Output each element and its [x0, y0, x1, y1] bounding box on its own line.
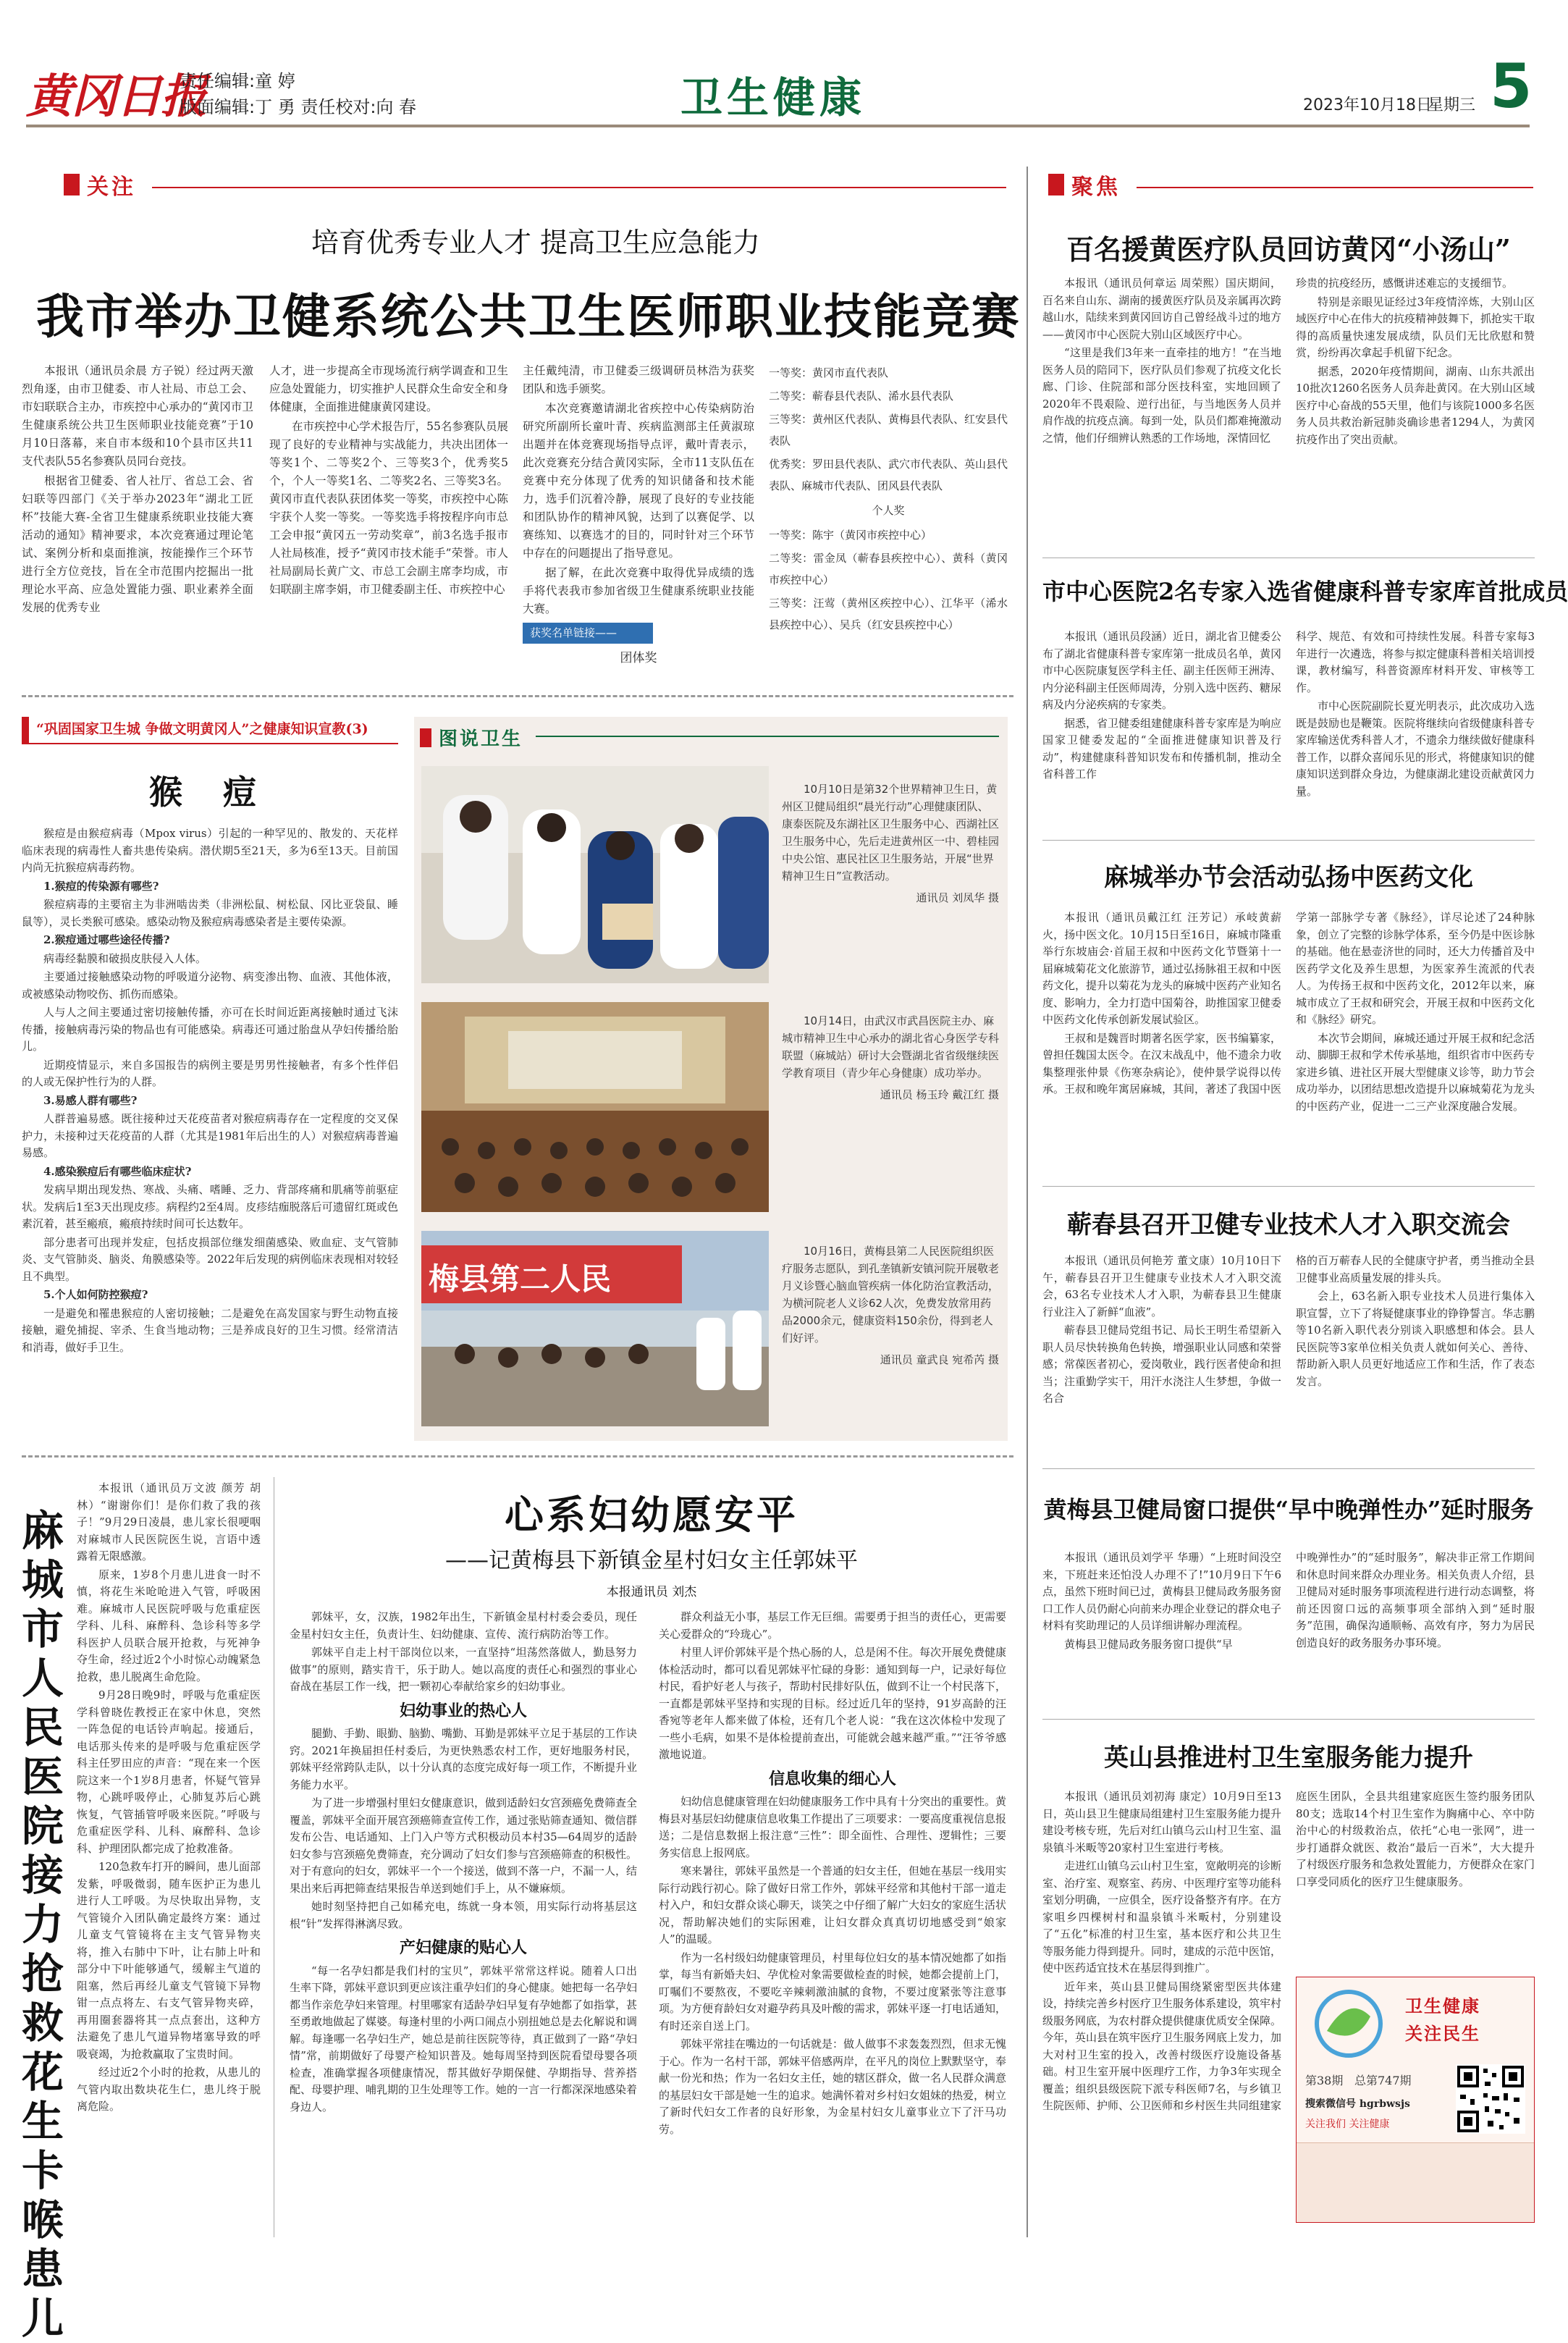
r6-col1-p2: 走进红山镇乌云山村卫生室，宽敞明亮的诊断室、治疗室、观察室、药房、中医理疗室等功能科室划分明确，一应俱全，医疗设备整齐有序。在方家咀乡四棵树村和温泉镇斗米畈村，分别建设了“五化”标准的村卫生室，基本医疗和公共卫生等服务能力得到提升。同时，建成的示范中医馆，使中医药适宜技术在基层得到推广。 [1042, 1859, 1282, 1974]
monkeypox-body [22, 825, 398, 1358]
photo-conference-hall [421, 1002, 769, 1212]
r5-col-2 [1296, 1549, 1535, 1653]
r2-col1-p2: 据悉，省卫健委组建健康科普专家库是为响应国家卫健委发起的“全面推进健康知识普及行动”，构建健康科普知识发布和传播机制，推动全省科普工作 [1042, 716, 1282, 781]
tag-bar [1048, 174, 1064, 195]
guo-col-1 [290, 1609, 637, 2117]
guo-subhead-3: 信息收集的细心人 [768, 1770, 896, 1788]
r2-col-1 [1042, 628, 1281, 785]
r3-col-2 [1296, 909, 1535, 1116]
tag-bar [64, 174, 80, 195]
mpox-p5: 近期疫情显示，来自多国报告的病例主要是男男性接触者，有多个性伴侣的人或无保护性行为的人群。 [22, 1058, 398, 1088]
mpox-p9: 一是避免和罹患猴痘的人密切接触；二是避免在高发国家与野生动物直接接触，避免捕捉、宰杀、生食当地动物；三是养成良好的卫生习惯。经常清洁和消毒，做好手卫生。 [22, 1306, 398, 1354]
focus2-tag-rule [1137, 187, 1533, 188]
focus-tag-rule [152, 187, 1006, 188]
individual-award-2: 二等奖：雷金凤（蕲春县疾控中心）、黄科（黄冈市疾控中心） [769, 552, 1008, 586]
promo-issue: 第38期 [1305, 2074, 1344, 2087]
r1-col2-p3: 据悉，2020年疫情期间，湖南、山东共派出10批次1260名医务人员奔赴黄冈。在大别山区域医疗中心奋战的55天里，他们与该院1000多名医务人员共救治新冠肺炎确诊患者1294人，为黄冈抗疫作出了突出贡献。 [1296, 364, 1535, 446]
r2-rule [1042, 840, 1535, 841]
lead-col1-p1: 本报讯（通讯员余晨 方子锐）经过两天激烈角逐，由市卫健委、市人社局、市总工会、市妇联联合主办，市疾控中心承办的“黄冈市卫生健康系统公共卫生医师职业技能竞赛”于10月10日落幕，来自市本级和10个县市区共11支代表队55名参赛队员同台竞技。 [22, 364, 253, 468]
r4-col1-p1: 本报讯（通讯员何艳芳 董文康）10月10日下午，蕲春县召开卫生健康专业技术人才入职交流会，63名专业技术人才入职，为蕲春县卫生健康行业注入了新鲜“血液”。 [1042, 1254, 1281, 1318]
individual-award-label: 个人奖 [872, 504, 905, 517]
promo-title-2: 关注民生 [1405, 2023, 1480, 2044]
guo-col2b-p3: 作为一名村级妇幼健康管理员，村里每位妇女的基本情况她都了如指掌，每当有新婚夫妇、孕优检对象需要做检查的时候，她都会提前上门，叮嘱们不要熬夜，不要吃辛辣刺激油腻的食物，不要过度紧张等注意事项。为方便育龄妇女对避孕药具及叶酸的需求，郭妹平逐一打电话通知，有时还亲自送上门。 [659, 1951, 1007, 2032]
mpox-p4: 人与人之间主要通过密切接触传播，亦可在长时间近距离接触时通过飞沫传播，接触病毒污染的物品也有可能感染。病毒还可通过胎盘从孕妇传播给胎儿。 [22, 1006, 398, 1053]
r4-col2-p2: 会上，63名新入职专业技术人员进行集体入职宣誓，立下了将疑健康事业的铮铮誓言。华志鹏等10名新入职代表分别谈入职感想和体会。县人民医院等3家单位相关负责人就如何关心、善待、帮助新入职人员更好地适应工作和生活，作了表态发言。 [1296, 1290, 1535, 1388]
mpox-p6: 人群普遍易感。既往接种过天花疫苗者对猴痘病毒存在一定程度的交叉保护力，未接种过天花疫苗的人群（尤其是1981年后出生的人）对猴痘病毒普遍易感。 [22, 1112, 398, 1159]
team-award-4: 优秀奖：罗田县代表队、武穴市代表队、英山县代表队、麻城市代表队、团风县代表队 [769, 458, 1008, 492]
r4-col-1 [1042, 1253, 1281, 1409]
promo-title-1: 卫生健康 [1405, 1995, 1480, 2016]
guo-col1b-p1: 腿勤、手勤、眼勤、脑勤、嘴勤、耳勤是郭妹平立足于基层的工作诀窍。2021年换届担任村委后，为更快熟悉农村工作，更好地服务村民，郭妹平经常跨队走队，以十分认真的态度完成好每一项工作，不断提升业务能力水平。 [290, 1727, 638, 1791]
guo-col1b-p3: 她时刻坚持把自己如稀充电，练就一身本领，用实际行动将基层这根“针”发挥得淋漓尽致。 [290, 1900, 637, 1930]
middle-bottom-rule [22, 1455, 1013, 1457]
guo-subhead-2: 产妇健康的贴心人 [399, 1939, 527, 1957]
r4-col-2 [1296, 1253, 1535, 1392]
page-number: 5 [1490, 51, 1533, 122]
photo-conference-hall-image [421, 1002, 769, 1212]
monkeypox-title: 猴 痘 [148, 773, 271, 812]
r2-col1-p1: 本报讯（通讯员段涵）近日，湖北省卫健委公布了湖北省健康科普专家库第一批成员名单，黄冈市中心医院康复医学科主任、副主任医师王洲涛、内分泌科副主任医师周涛，分别入选中医药、糖尿病及内分泌疾病的专家类。 [1042, 630, 1282, 711]
focus-tag [64, 170, 136, 199]
mpox-p1: 猴痘病毒的主要宿主为非洲啮齿类（非洲松鼠、树松鼠、冈比亚袋鼠、睡鼠等），灵长类猴可感染。感染动物及猴痘病毒感染者是主要传染源。 [22, 898, 398, 928]
mpox-q2: 2.猴痘通过哪些途径传播? [43, 933, 170, 946]
r1-title: 百名援黄医疗队员回访黄冈“小汤山” [1066, 233, 1511, 266]
lead-title: 我市举办卫健系统公共卫生医师职业技能竞赛 [36, 288, 1021, 345]
editor-line-1: 责任编辑:童 婷 [180, 71, 295, 91]
guo-col2b-p4: 郭妹平常挂在嘴边的一句话就是：做人做事不求轰轰烈烈，但求无愧于心。作为一名村干部，郭妹平倍感两岸，在平凡的岗位上默默坚守，奉献一份光和热；作为一名妇女主任，她的辖区群众，做一名人民群众满意的基层妇女干部是她一生的追求。她满怀着对乡村妇女姐妹的热爱，树立了新时代妇女工作者的良好形象，为金星村妇女儿童事业立下了汗马功劳。 [659, 2037, 1007, 2136]
mpox-q5: 5.个人如何防控猴痘? [43, 1288, 148, 1301]
editor-line-2: 版面编辑:丁 勇 责任校对:向 春 [180, 97, 417, 117]
lead-col1-p2: 根据省卫健委、省人社厅、省总工会、省妇联等四部门《关于举办2023年“湖北工匠杯”技能大赛-全省卫生健康系统职业技能大赛活动的通知》精神要求，本次竞赛通过理论笔试、案例分析和桌面推演，按能操作三个环节进行全方位竞技，旨在全市范围内挖掘出一批理论水平高、应急处置能力强、职业素养全面发展的优秀专业 [22, 474, 253, 614]
r1-col2-p1: 珍贵的抗疫经历，感慨讲述难忘的支援细节。 [1296, 277, 1514, 290]
section-title: 卫生健康 [680, 73, 867, 122]
guo-subhead-1: 妇幼事业的热心人 [399, 1701, 527, 1720]
guo-author: 本报通讯员 刘杰 [606, 1585, 697, 1599]
r3-col1-p2: 王叔和是魏晋时期著名医学家，医书编纂家，曾担任魏国太医令。在汉末战乱中，他不遗余力收集整理张仲景《伤寒杂病论》，使仲景学说得以传承。王叔和晚年寓居麻城，其间，著述了我国中医 [1042, 1031, 1282, 1095]
r6-col-1 [1042, 1788, 1281, 2116]
r4-col2-p1: 格的百万蕲春人民的全健康守护者，勇当推动全县卫健事业高质量发展的排头兵。 [1296, 1254, 1535, 1284]
photo-caption-1 [782, 781, 999, 907]
r3-col-1 [1042, 909, 1281, 1100]
r2-title: 市中心医院2名专家入选省健康科普专家库首批成员 [1042, 578, 1568, 605]
team-award-1: 一等奖：黄冈市直代表队 [769, 366, 889, 379]
r5-rule [1042, 1719, 1535, 1720]
lead-col3-p3: 据了解，在此次竞赛中取得优异成绩的选手将代表我市参加省级卫生健康系统职业技能大赛。 [523, 566, 754, 615]
mpox-q1: 1.猴痘的传染源有哪些? [43, 879, 159, 893]
individual-award-3: 三等奖：汪莺（黄州区疾控中心）、江华平（浠水县疾控中心）、吴兵（红安县疾控中心） [769, 597, 1008, 631]
photo-news-tag [420, 724, 523, 751]
r6-col1-p1: 本报讯（通讯员刘初海 康定）10月9日至13日，英山县卫生健康局组建村卫生室服务能力提升建设考核专班，先后对红山镇乌云山村卫生室、温泉镇斗米畈等20家村卫生室进行考核。 [1042, 1790, 1282, 1854]
r6-col2-p1: 庭医生团队，全县共组建家庭医生签约服务团队80支；选取14个村卫生室作为胸痛中心、卒中防治中心的村级救治点，依托“心电一张网”，进一步打通群众就医、救治“最后一百米”，大大提升了村级医疗服务和急救处置能力，方便群众在家门口享受同质化的医疗卫生健康服务。 [1296, 1790, 1535, 1888]
promo-tagline: 关注我们 关注健康 [1305, 2119, 1390, 2130]
r5-col-1 [1042, 1549, 1281, 1654]
macheng-p1: 本报讯（通讯员万文波 颜芳 胡林）“谢谢你们！是你们救了我的孩子！”9月29日凌晨，患儿家长很哽咽对麻城市人民医院医生说，言语中透露着无限感激。 [77, 1481, 261, 1562]
wechat-promo-box [1296, 1977, 1535, 2223]
mpox-p7: 发病早期出现发热、寒战、头痛、嗜睡、乏力、背部疼痛和肌痛等前驱症状。发病后1至3天出现皮疹。病程约2至4周。皮疹结痂脱落后可遗留红斑或色素沉着，甚至瘢痕，瘢痕持续时间可长达数年。 [22, 1183, 398, 1230]
lead-col2-p1: 人才，进一步提高全市现场流行病学调查和卫生应急处置能力，切实推护人民群众生命安全和身体健康，全面推进健康黄冈建设。 [269, 364, 508, 413]
team-award-3: 三等奖：黄州区代表队、黄梅县代表队、红安县代表队 [769, 413, 1008, 447]
awards-list [769, 362, 1008, 637]
lead-bottom-rule [22, 695, 1013, 697]
lead-subtitle: 培育优秀专业人才 提高卫生应急能力 [311, 227, 761, 258]
guo-col1-p1: 郭妹平，女，汉族，1982年出生，下新镇金星村村委会委员，现任金星村妇女主任，负责计生、妇幼健康、宣传、流行病防治等工作。 [290, 1610, 637, 1641]
mpox-p8: 部分患者可出现并发症，包括皮损部位继发细菌感染、败血症、支气管肺炎、支气管肺炎、脑炎、角膜感染等。2022年后发现的病例临床表现相对较轻且不典型。 [22, 1235, 398, 1283]
r6-title: 英山县推进村卫生室服务能力提升 [1104, 1743, 1473, 1772]
lead-col-3 [523, 362, 754, 668]
team-award-2: 二等奖：蕲春县代表队、浠水县代表队 [769, 390, 954, 403]
r3-col1-p1: 本报讯（通讯员戴江红 汪芳记）承岐黄薪火，扬中医文化。10月15日至16日，麻城市隆重举行东坡庙会·首届王叔和中医药文化节暨第十一届麻城菊花文化旅游节，通过弘扬脉祖王叔和中医药文化，提升以菊花为龙头的麻城中医药产业知名度、影响力，全力打造中国菊谷，助推国家卫健委中医药文化传承创新发展试验区。 [1042, 911, 1282, 1026]
photo-caption-3 [782, 1242, 999, 1368]
macheng-p5: 经过近2个小时的抢救，从患儿的气管内取出数块花生仁，患儿终于脱离危险。 [77, 2066, 261, 2113]
guo-col-2 [659, 1609, 1006, 2140]
right-column-divider [1027, 167, 1028, 2237]
newspaper-logo: 黄冈日报 [26, 70, 206, 124]
guo-col2b-p1: 妇幼信息健康管理在妇幼健康服务工作中具有十分突出的重要性。黄梅县对基层妇幼健康信息收集工作提出了三项要求：一要高度重视信息报送；二是信息数据上报注意“三性”：即全面性、合理性、逻辑性；三要务实信息上报网底。 [659, 1795, 1007, 1859]
r4-title: 蕲春县召开卫健专业技术人才入职交流会 [1067, 1211, 1510, 1240]
r3-col2-p2: 本次节会期间，麻城还通过开展王叔和纪念活动、脚脚王叔和学术传承基地，组织省市中医药专家进乡镇、进社区开展大型健康义诊等，助力节会成功举办，以团结思想改造提升以麻城菊花为龙头的中医药产业，促进一二三产业深度融合发展。 [1296, 1031, 1535, 1113]
macheng-p3: 9月28日晚9时，呼吸与危重症医学科曾晓佐教授正在家中休息，突然一阵急促的电话铃声响起。接通后，电话那头传来的是呼吸与危重症医学科主任罗田应的声音：“现在来一个医院这来一个1岁8月患者，怀疑气管异物，心跳呼吸停止，心肺复苏后心跳恢复，气管插管呼吸来医院。”呼吸与危重症医学科、儿科、麻醉科、急诊科、护理团队都完成了抢救准备。 [77, 1688, 261, 1855]
photo-news-tag-label: 图说卫生 [439, 728, 523, 750]
r3-col2-p1: 学第一部脉学专著《脉经》，详尽论述了24种脉象，创立了完整的诊脉学体系，至今仍是中医诊脉的基础。他在悬壶济世的同时，还大力传播首及中医药学文化及养生思想，为医家养生流派的代表人。为传扬王叔和中医药文化，2012年以来，麻城市成立了王叔和研究会，开展王叔和中医药文化和《脉经》研究。 [1296, 911, 1535, 1026]
promo-footer-strip [1297, 2142, 1534, 2222]
mpox-q3: 3.易感人群有哪些? [43, 1093, 138, 1107]
r1-col-1 [1042, 275, 1281, 448]
guo-subtitle: ——记黄梅县下新镇金星村妇女主任郭妹平 [445, 1548, 858, 1573]
photo-free-clinic [421, 1231, 769, 1426]
lead-col3-p1: 主任戴纯清，市卫健委三级调研员林浩为获奖团队和选手颁奖。 [523, 364, 754, 395]
photo-caption-2 [782, 1012, 999, 1103]
photo-credit-2: 通讯员 杨玉玲 戴江红 摄 [880, 1088, 999, 1101]
promo-wechat-id: 搜索微信号 hgrbwsjs [1305, 2098, 1410, 2110]
photo-caption-3-text: 10月16日，黄梅县第二人民医院组织医疗服务志愿队，到孔垄镇新安镇河院开展敬老月义诊暨心脑血管疾病一体化防治宣教活动，为横河院老人义诊62人次，免费发放常用药品2000余元，健康资料150余份，得到老人们好评。 [782, 1245, 1000, 1345]
monkeypox-series-label: “巩固国家卫生城 争做文明黄冈人”之健康知识宣教(3) [36, 721, 368, 737]
r2-col-2 [1296, 628, 1535, 802]
r6-col1-p3: 近年来，英山县卫健局围绕紧密型医共体建设，持续完善乡村医疗卫生服务体系建设，筑牢村级服务网底，为农村群众提供健康优质安全保障。今年，英山县在筑牢医疗卫生服务网底上发力，加大对村卫生室的投入，改善村级医疗设施设备基础。村卫生室开展中医理疗工作，力争3年实现全覆盖；组织县级医院下派专科医师7名，与乡镇卫生院医师、护师、公卫医师和乡村医生共同组建家 [1042, 1980, 1282, 2112]
r6-col-2 [1296, 1788, 1535, 1892]
photo-caption-1-text: 10月10日是第32个世界精神卫生日，黄州区卫健局组织“晨光行动”心理健康团队、康泰医院及东湖社区卫生服务中心、西湖社区卫生服务中心，先后走进黄州区一中、碧桂园中央公馆、惠民社区卫生服务站，开展“世界精神卫生日”宣教活动。 [782, 783, 1000, 883]
guo-col2-p2: 村里人评价郭妹平是个热心肠的人，总是闲不住。每次开展免费健康体检活动时，都可以看见郭妹平忙碌的身影：通知到每一户，记录好每位村民，看护好老人与孩子，帮助村民排好队伍，做到不让一个村民落下，一直都是郭妹平坚持和实现的目标。经过近几年的坚持，91岁高龄的汪香宛等老年人都来做了体检，还有几个老人说：“我在这次体检中发现了一些小毛病，如果不是体检提前查出，可能就会越来越严重。”“汪爷爷感激地说道。 [659, 1646, 1007, 1761]
r2-col2-p1: 科学、规范、有效和可持续性发展。科普专家每3年进行一次遴选，将参与拟定健康科普相关培训授课，教材编写，科普资源库材料开发、审核等工作。 [1296, 630, 1535, 694]
macheng-body [77, 1480, 261, 2117]
issue-date: 2023年10月18日 [1303, 96, 1432, 114]
macheng-title: 麻城市人民医院接力抢救花生卡喉患儿 [22, 1506, 64, 2343]
masthead [0, 0, 1556, 145]
lead-col-2 [269, 362, 508, 600]
r5-title: 黄梅县卫健局窗口提供“早中晚弹性办”延时服务 [1043, 1496, 1534, 1523]
qr-code-icon[interactable] [1456, 2064, 1525, 2134]
promo-total-issue: 总第747期 [1354, 2074, 1412, 2087]
guo-col2-p1: 群众利益无小事，基层工作无巨细。需要勇于担当的责任心，更需要关心爱群众的“玲珑心”。 [659, 1610, 1007, 1641]
monkeypox-series-banner [22, 717, 398, 744]
photo-credit-3: 通讯员 童武良 宛希芮 摄 [880, 1353, 999, 1366]
team-award-label: 团体奖 [620, 651, 657, 665]
photo-students-training-image [421, 766, 769, 983]
lead-col3-p2: 本次竞赛邀请湖北省疾控中心传染病防治研究所副所长童叶青、疾病监测部主任黄淑琼出题并在体竞赛现场指导点评，戴叶青表示，此次竞赛充分结合黄冈实际，全市11支队伍在竞赛中充分体现了优秀的知识储备和技术能力，选手们沉着冷静，展现了良好的专业技能和团队协作的精神风貌，达到了以赛促学、以赛练知、以赛选才的目的，同时针对三个环节中存在的问题提出了指导意见。 [523, 402, 754, 560]
mpox-p2: 病毒经黏膜和破损皮肤侵入人体。 [43, 951, 207, 965]
r5-col2-p1: 中晚弹性办”的“延时服务”，解决非正常工作期间和休息时间来群众办理业务。相关负责人介绍，县卫健局对延时服务事项流程进行进行动态调整，将前还因窗口远的高频事项全部纳入到“延时服务”范围，确保沟通顺畅、高效有序，努力为居民创造良好的政务服务办事环境。 [1296, 1551, 1535, 1649]
lead-col2-p2: 在市疾控中心学术报告厅，55名参赛队员展现了良好的专业精神与实战能力，共决出团体一等奖1个、二等奖2个、三等奖3个，优秀奖5个，个人一等奖1名、二等奖2名、三等奖3名。黄冈市直代表队获团体奖一等奖，市疾控中心陈宇获个人奖一等奖。一等奖选手将按程序向市总工会申报“黄冈五一劳动奖章”，前3名选手报市人社局核准，授予“黄冈市技术能手”荣誉。市人社局副局长黄广文、市总工会副主席李均成，市妇联副主席李娟，市卫健委副主任、市疾控中心 [269, 420, 508, 596]
r4-rule [1042, 1468, 1535, 1469]
r3-title: 麻城举办节会活动弘扬中医药文化 [1104, 863, 1473, 892]
r3-rule [1042, 1186, 1535, 1187]
masthead-rule [26, 125, 1530, 127]
leaf-logo-icon [1305, 1987, 1392, 2060]
clinic-banner-text: 梅县第二人民 [429, 1261, 612, 1297]
guo-title: 心系妇幼愿安平 [505, 1492, 798, 1538]
guo-col1b-p2: 为了进一步增强村里妇女健康意识，做到适龄妇女宫颈癌免费筛查全覆盖，郭妹平全面开展宫颈癌筛查宣传工作，通过张贴筛查通知、微信群发布公告、电话通知、上门入户等方式积极动员本村35—64周岁的适龄妇女参与宫颈癌免费筛查，充分调动了妇女们参与宫颈癌筛查的积极性。对于有意向的妇女，郭妹平一个一个接送，做到不落一户，不漏一人，结果出来后再把筛查结果报告单送到她们手上，从不嫌麻烦。 [290, 1796, 638, 1895]
r5-col1-p2: 黄梅县卫健局政务服务窗口提供“早 [1064, 1637, 1233, 1651]
r5-col1-p1: 本报讯（通讯员刘学平 华珊）“上班时间没空来，下班赶来还怕没人办理不了!”10月9日下午6点，虽然下班时间已过，黄梅县卫健局政务服务窗口工作人员仍耐心向前来办理企业登记的群众电子材料有奖助理记的人员详细讲解办理流程。 [1042, 1551, 1282, 1632]
mpox-p0: 猴痘是由猴痘病毒（Mpox virus）引起的一种罕见的、散发的、天花样临床表现的病毒性人畜共患传染病。潜伏期5至21天，多为6至13天。目前国内尚无抗猴痘病毒药物。 [22, 827, 398, 874]
r1-col1-p2: “这里是我们3年来一直牵挂的地方！”在当地医务人员的陪同下，医疗队员们参观了抗疫文化长廊、门诊、住院部和部分医技科室，实地回顾了2020年不畏艰险、逆行出征，与当地医务人员并肩作战的抗疫点滴。每到一处，队员们都难掩激动之情，他们仔细辨认熟悉的工作场地，深情回忆 [1042, 346, 1282, 445]
photo-students-training [421, 766, 769, 983]
guo-col1-p2: 郭妹平自走上村干部岗位以来，一直坚持“坦荡然落做人，勤恳努力做事”的原则，踏实肯干，乐于助人。她以高度的责任心和强烈的事业心奋战在基层工作一线，把一颗初心奉献给家乡的妇幼事业。 [290, 1646, 637, 1693]
photo-caption-2-text: 10月14日，由武汉市武昌医院主办、麻城市精神卫生中心承办的湖北省心身医学专科联盟（麻城站）研讨大会暨湖北省省级继续医学教育项目（青少年心身健康）成功举办。 [782, 1014, 1000, 1080]
r1-col-2 [1296, 275, 1535, 450]
macheng-p2: 原来，1岁8个月患儿进食一时不慎，将花生米呛呛进入气管，呼吸困难。麻城市人民医院呼吸与危重症医学科、儿科、麻醉科、急诊科等多学科医护人员联合展开抢救，与死神争夺生命，经过近2个小时惊心动魄紧急抢救，患儿脱离生命危险。 [77, 1568, 261, 1683]
focus2-tag-label: 聚焦 [1071, 174, 1121, 200]
mpox-q4: 4.感染猴痘后有哪些临床症状? [43, 1164, 192, 1178]
macheng-p4: 120急救车打开的瞬间，患儿面部发紫，呼吸微弱，随车医护正为患儿进行人工呼吸。为尽快取出异物，支气管镜介入团队确定最终方案：通过儿童支气管镜将在主支气管异物夹将，推入右肺中下叶，让右肺上叶和部分中下叶能够通气，缓解主气道的阻塞，然后再经儿童支气管镜下异物钳一点点将左、右支气管异物夹碎，再用圈套器将其一点点套出，这种方法避免了患儿气道异物堵塞导致的呼吸衰竭，为抢救赢取了宝贵时间。 [77, 1860, 261, 2061]
issue-weekday: 星期三 [1428, 96, 1476, 114]
guo-col2b-p2: 寒来暑往，郭妹平虽然是一个普通的妇女主任，但她在基层一线用实际行动践行初心。除了做好日常工作外，郭妹平经常和其他村干部一道走村入户，和妇女群众谈心聊天，谈笑之中仔细了解广大妇女的家庭生活状况，帮助解决她们的实际困难，让妇女群众真真切切地感受到“娘家人”的温暖。 [659, 1864, 1007, 1946]
guo-col1c-p1: “每一名孕妇都是我们村的宝贝”，郭妹平常常这样说。随着人口出生率下降，郭妹平意识到更应该注重孕妇们的身心健康。她把每一名孕妇都当作亲危孕妇来管理。村里哪家有适龄孕妇早复有孕她都了如指掌，甚至勇敢地做起了媒婆。每逢村里的小两口闹点小别扭她总是去化解说和调解。每逢哪一名孕妇生产，她总是前往医院等待，真正做到了一路“孕妇情”常，前期做好了母婴产检知识普及。她每周坚持到医院看望母婴各项检查，准确掌握各项健康情况，帮其做好孕期保健、孕期指导、营养搭配、母婴护理、哺乳期的卫生处理等工作。她的一言一行都深深地感染着身边人。 [290, 1964, 638, 2113]
winners-link[interactable]: 获奖名单链接—— [523, 623, 653, 644]
tag-bar [420, 728, 431, 747]
lead-col-1 [22, 362, 253, 618]
focus2-tag [1048, 170, 1121, 199]
photo-credit-1: 通讯员 刘凤华 摄 [916, 891, 999, 904]
r1-col2-p2: 特别是亲眼见证经过3年疫情淬炼，大别山区域医疗中心在伟大的抗疫精神鼓舞下，抓抢实干取得的高质量快速发展成绩，队员们无比欣慰和赞赏，纷纷再次拿起手机留下纪念。 [1296, 295, 1535, 359]
r1-col1-p1: 本报讯（通讯员何章运 周荣熙）国庆期间，百名来自山东、湖南的援黄医疗队员及亲属再次跨越山水，陆续来到黄冈回访自己曾经战斗过的地方——黄冈市中心医院大别山区域医疗中心。 [1042, 277, 1282, 341]
photo-news-rule [536, 736, 999, 737]
mpox-p3: 主要通过接触感染动物的呼吸道分泌物、病变渗出物、血液、其他体液，或被感染动物咬伤、抓伤而感染。 [22, 970, 398, 1001]
r2-col2-p2: 市中心医院副院长夏光明表示，此次成功入选既是鼓励也是鞭策。医院将继续向省级健康科普专家库输送优秀科普人才，不遗余力继续做好健康科普工作，以群众喜闻乐见的形式，将健康知识的健康知识送到群众身边，为健康湖北建设贡献黄冈力量。 [1296, 699, 1535, 798]
focus-tag-label: 关注 [87, 174, 136, 200]
individual-award-1: 一等奖：陈宇（黄冈市疾控中心） [769, 529, 932, 542]
r4-col1-p2: 蕲春县卫健局党组书记、局长王明生希望新入职人员尽快转换角色转换，增强职业认同感和荣誉感；常葆医者初心，爱岗敬业，践行医者使命和担当；注重勤学实干，用汗水浇注人生梦想，争做一名合 [1042, 1324, 1282, 1405]
